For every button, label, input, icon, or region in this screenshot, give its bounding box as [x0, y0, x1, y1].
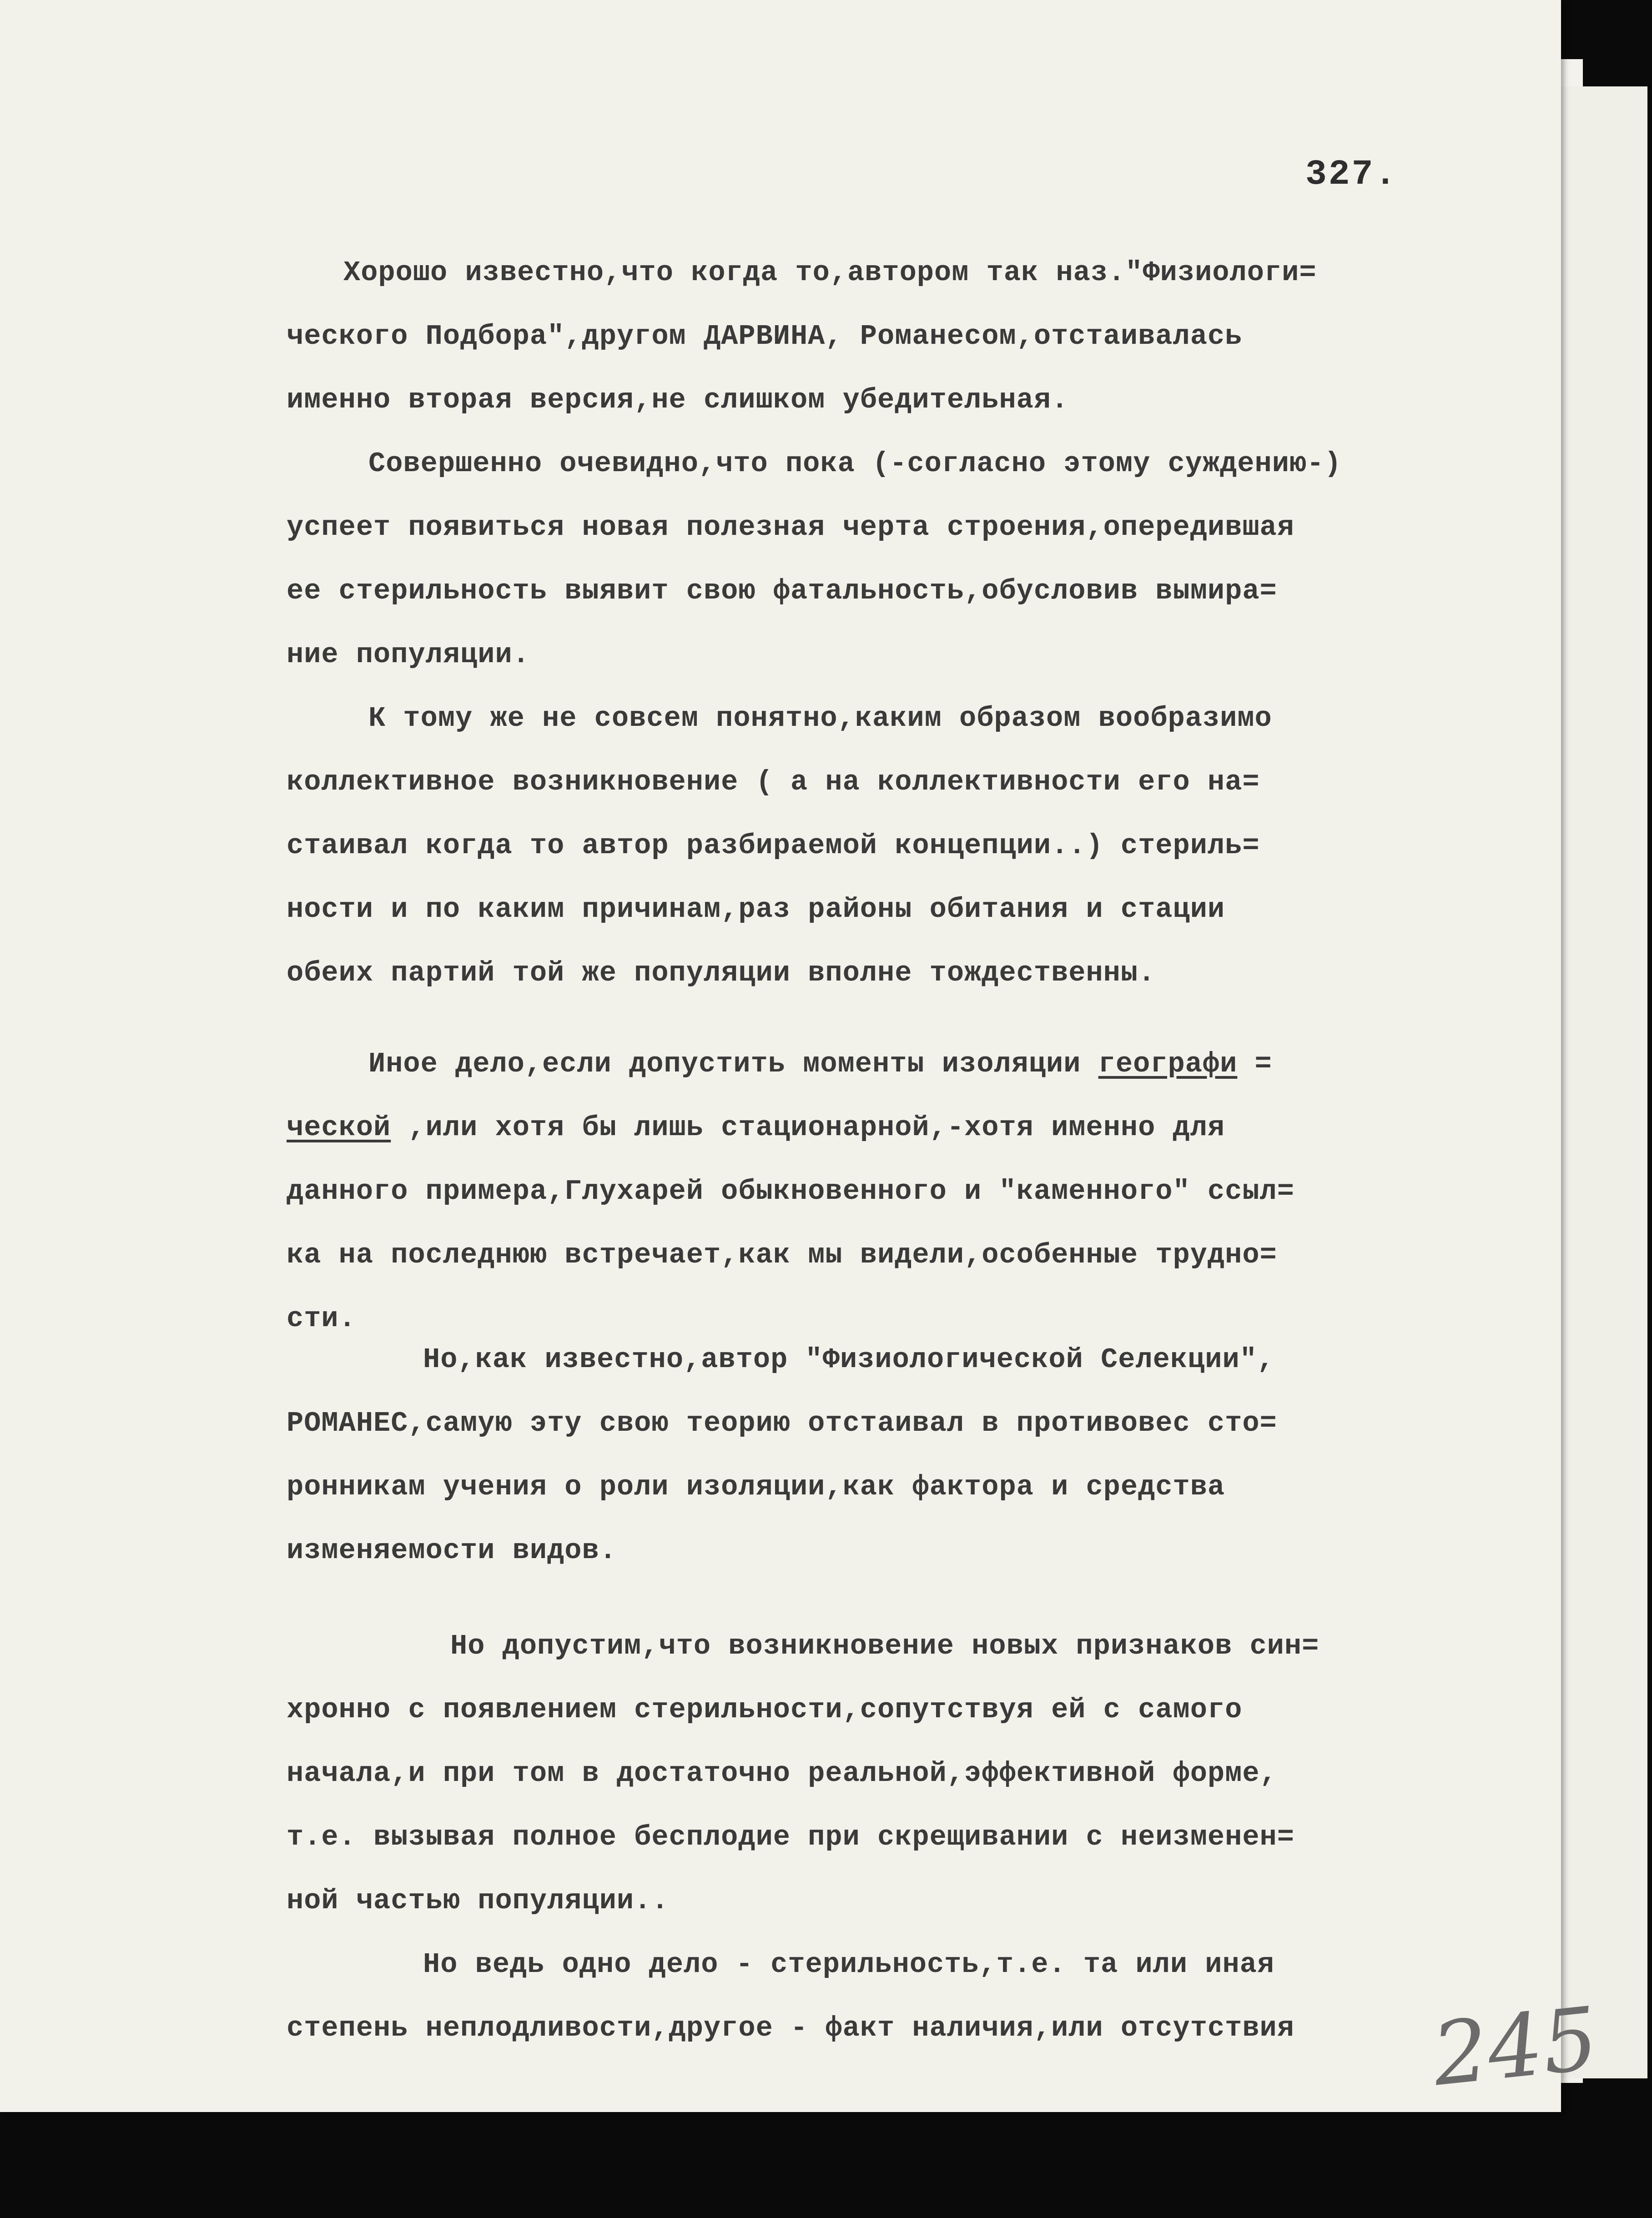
text-line-main: Но допустим,что возникновение новых признаков син=: [450, 1630, 1320, 1662]
text-line-main: ной частью популяции..: [287, 1885, 669, 1917]
underlying-sheet: [1556, 86, 1647, 2078]
text-line-main: Иное дело,если допустить моменты изоляции: [368, 1048, 1098, 1080]
text-line-rest: ,или хотя бы лишь стационарной,-хотя именно для: [391, 1112, 1225, 1144]
text-line-main: ние популяции.: [287, 639, 530, 671]
text-line-main: РОМАНЕС,самую эту свою теорию отстаивал в противовес сто=: [287, 1407, 1277, 1439]
underlined-word: географи: [1098, 1048, 1238, 1080]
text-line: [287, 891, 1225, 928]
text-line: [287, 573, 1277, 609]
text-line-main: ронникам учения о роли изоляции,как фактора и средства: [287, 1471, 1225, 1503]
text-line: [368, 1046, 1272, 1082]
text-line-main: начала,и при том в достаточно реальной,эффективной форме,: [287, 1757, 1277, 1790]
text-line-main: К тому же не совсем понятно,каким образом вообразимо: [368, 702, 1272, 734]
text-line-main: ческого Подбора",другом ДАРВИНА, Романесом,отстаивалась: [287, 320, 1243, 352]
text-line: [287, 1692, 1242, 1728]
text-line-main: Но,как известно,автор "Физиологической Селекции",: [423, 1343, 1275, 1376]
text-line-main: Но ведь одно дело - стерильность,т.е. та или иная: [423, 1948, 1275, 1981]
text-line: [287, 1110, 1225, 1146]
text-line-main: т.е. вызывая полное бесплодие при скрещивании с неизменен=: [287, 1821, 1294, 1853]
text-line-main: стаивал когда то автор разбираемой концепции..) стериль=: [287, 830, 1260, 862]
text-line: [287, 764, 1260, 800]
text-line: [368, 446, 1342, 482]
text-line-main: изменяемости видов.: [287, 1534, 617, 1567]
text-line-main: именно вторая версия,не слишком убедительная.: [287, 384, 1069, 416]
text-line: [287, 1883, 669, 1919]
text-line: [287, 2010, 1294, 2047]
text-line: [287, 1173, 1294, 1210]
text-line-main: обеих партий той же популяции вполне тождественны.: [287, 957, 1156, 989]
handwritten-archive-number: 245: [1428, 1988, 1603, 2106]
text-line-main: Совершенно очевидно,что пока (-согласно этому суждению-): [368, 448, 1342, 480]
text-line: [287, 637, 530, 673]
text-line-main: Хорошо известно,что когда то,автором так наз."Физиологи=: [343, 257, 1317, 289]
text-line: [287, 318, 1242, 355]
text-line-main: степень неплодливости,другое - факт наличия,или отсутствия: [287, 2012, 1294, 2044]
text-line: [287, 1237, 1277, 1273]
text-line: [287, 1405, 1277, 1442]
text-line: [287, 1301, 356, 1337]
text-line: [343, 255, 1317, 291]
text-line: [287, 828, 1260, 864]
text-line-main: коллективное возникновение ( а на коллективности его на=: [287, 766, 1260, 798]
text-line: [287, 1819, 1294, 1856]
text-line-main: данного примера,Глухарей обыкновенного и "каменного" ссыл=: [287, 1175, 1294, 1207]
page-number: 327.: [1305, 155, 1398, 195]
text-line-main: хронно с появлением стерильности,сопутствуя ей с самого: [287, 1694, 1243, 1726]
text-line: [287, 1755, 1277, 1792]
text-line: [287, 1533, 617, 1569]
text-line-rest: =: [1237, 1048, 1272, 1080]
text-line-main: ности и по каким причинам,раз районы обитания и стации: [287, 893, 1225, 925]
text-line: [423, 1946, 1274, 1983]
text-line: [450, 1628, 1319, 1665]
text-line-main: ее стерильность выявит свою фатальность,обусловив вымира=: [287, 575, 1277, 607]
text-line: [287, 382, 1068, 418]
text-line: [368, 700, 1272, 737]
text-line-main: ка на последнюю встречает,как мы видели,особенные трудно=: [287, 1239, 1277, 1271]
text-line-main: сти.: [287, 1303, 356, 1335]
text-line-main: успеет появиться новая полезная черта строения,опередившая: [287, 511, 1294, 543]
text-line: [287, 509, 1294, 546]
text-line: [287, 1469, 1225, 1505]
underlined-word: ческой: [287, 1112, 391, 1144]
text-line: [287, 955, 1155, 991]
text-line: [423, 1342, 1274, 1378]
